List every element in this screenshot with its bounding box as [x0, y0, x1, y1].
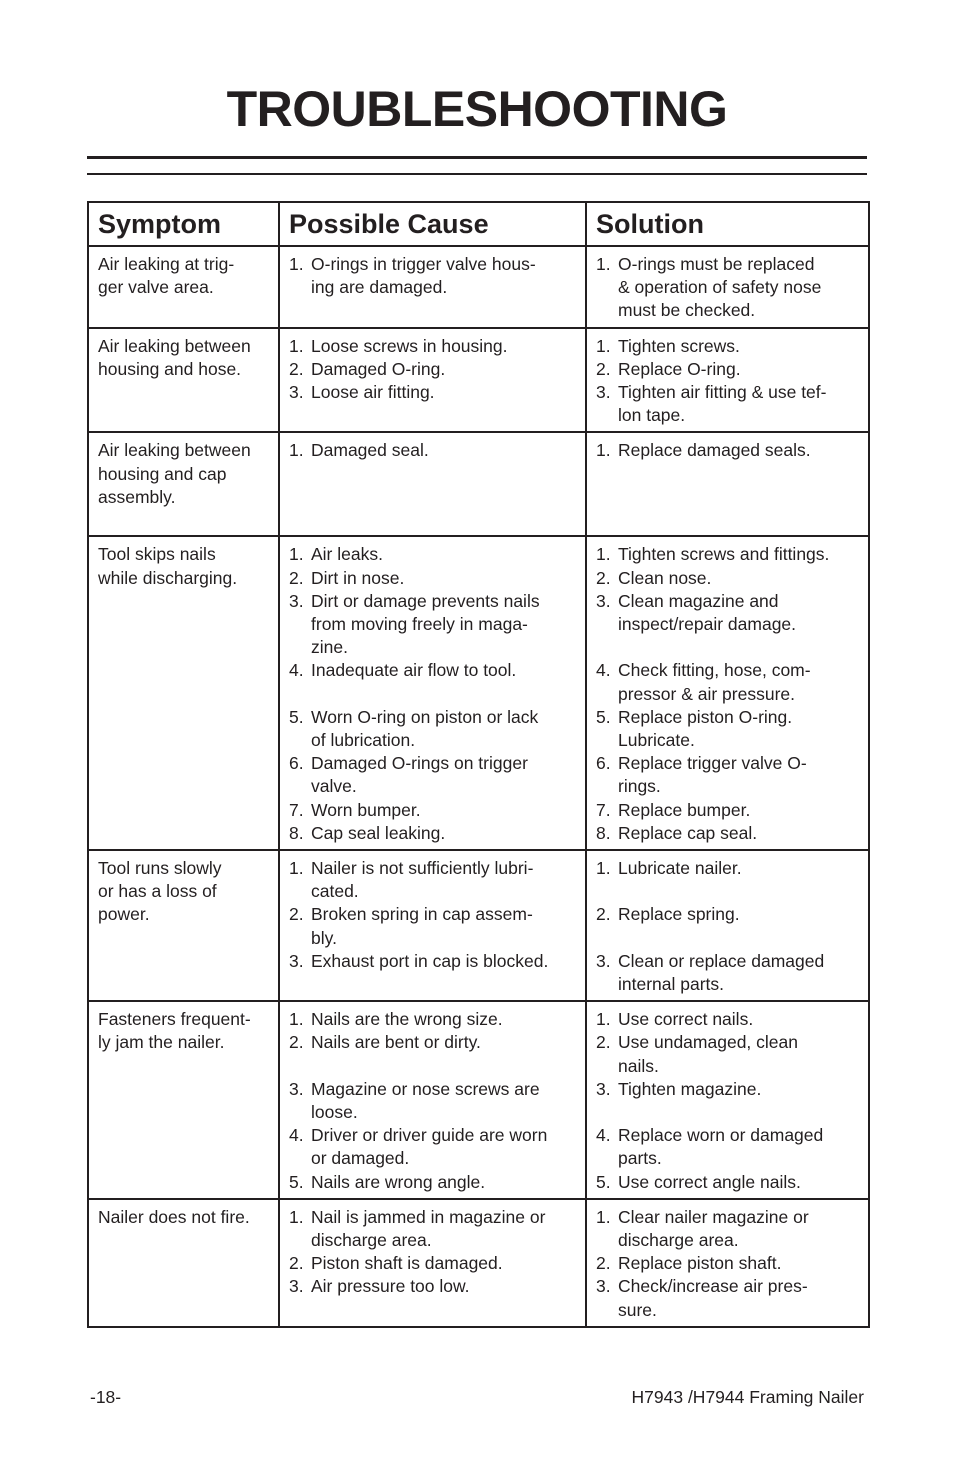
- list-item: [289, 335, 579, 358]
- item-text: Replace spring.: [618, 904, 740, 925]
- list-item: [596, 706, 862, 752]
- solution-cell: [586, 432, 869, 536]
- item-text: Worn bumper.: [311, 799, 421, 820]
- table-header-row: [88, 202, 869, 246]
- list-item: [289, 590, 579, 660]
- footer-product-name: H7943 /H7944 Framing Nailer: [631, 1387, 864, 1407]
- item-number: 8.: [596, 822, 611, 843]
- item-number: 3.: [596, 1078, 611, 1099]
- item-text: Damaged O-ring.: [311, 358, 446, 379]
- list-item: [596, 543, 862, 566]
- cause-cell: [279, 536, 586, 850]
- item-number: 3.: [289, 950, 304, 971]
- solution-list: [596, 1206, 862, 1322]
- item-text: Replace bumper.: [618, 799, 751, 820]
- solution-list: [596, 253, 862, 323]
- item-text: Clean magazine and inspect/repair damage.: [618, 590, 797, 635]
- item-text: Air pressure too low.: [311, 1276, 470, 1297]
- item-number: 1.: [596, 1206, 611, 1227]
- symptom-text: Air leaking between housing and cap assembly.: [98, 440, 251, 507]
- list-item: [596, 752, 862, 798]
- list-item: [289, 1275, 579, 1298]
- solution-list: [596, 335, 862, 428]
- list-item: [289, 950, 579, 973]
- item-number: 4.: [596, 1125, 611, 1146]
- item-number: 2.: [289, 1032, 304, 1053]
- item-number: 1.: [289, 440, 304, 461]
- item-text: Piston shaft is damaged.: [311, 1253, 503, 1274]
- list-item: [289, 1171, 579, 1194]
- item-number: 4.: [596, 660, 611, 681]
- list-item: [289, 381, 579, 404]
- item-number: 1.: [596, 1009, 611, 1030]
- item-number: 3.: [289, 382, 304, 403]
- item-number: 7.: [289, 799, 304, 820]
- table-row: [88, 850, 869, 1001]
- list-item: [596, 381, 862, 427]
- item-number: 2.: [596, 358, 611, 379]
- symptom-cell: [88, 1199, 279, 1327]
- item-number: 3.: [596, 590, 611, 611]
- list-item: [596, 857, 862, 880]
- item-number: 5.: [596, 1171, 611, 1192]
- item-text: Use undamaged, clean nails.: [618, 1032, 798, 1076]
- list-item: [596, 1008, 862, 1031]
- cause-list: [289, 857, 579, 973]
- cause-list: [289, 335, 579, 405]
- item-number: 3.: [596, 950, 611, 971]
- list-item: [596, 659, 862, 705]
- item-text: Check fitting, hose, com- pressor & air pressure.: [618, 660, 811, 704]
- symptom-cell: [88, 246, 279, 328]
- item-text: Check/increase air pres- sure.: [618, 1276, 808, 1320]
- item-number: 1.: [596, 254, 611, 274]
- item-text: Replace trigger valve O- rings.: [618, 753, 807, 797]
- header-possible-cause: Possible Cause: [279, 202, 586, 246]
- item-number: 2.: [596, 1253, 611, 1274]
- item-text: Replace cap seal.: [618, 822, 758, 843]
- item-number: 1.: [289, 1206, 304, 1227]
- item-text: Nails are bent or dirty.: [311, 1032, 481, 1053]
- symptom-text: Fasteners frequent- ly jam the nailer.: [98, 1009, 251, 1053]
- header-solution: Solution: [586, 202, 869, 246]
- cause-list: [289, 1008, 579, 1194]
- item-text: Broken spring in cap assem- bly.: [311, 904, 533, 948]
- page-title: TROUBLESHOOTING: [226, 81, 728, 137]
- item-text: Nail is jammed in magazine or discharge area.: [311, 1206, 546, 1251]
- list-item: [289, 1252, 579, 1275]
- item-text: Dirt or damage prevents nails from moving freely in maga- zine.: [311, 590, 540, 658]
- cause-list: [289, 1206, 579, 1299]
- item-number: 2.: [289, 567, 304, 588]
- solution-cell: [586, 246, 869, 328]
- item-number: 2.: [289, 904, 304, 925]
- cause-cell: [279, 850, 586, 1001]
- item-number: 2.: [596, 1032, 611, 1053]
- item-number: 2.: [596, 567, 611, 588]
- symptom-text: Air leaking between housing and hose.: [98, 335, 251, 379]
- symptom-cell: [88, 432, 279, 536]
- list-item: [596, 253, 862, 323]
- list-item: [289, 706, 579, 752]
- title-rule-thick: [87, 156, 867, 159]
- cause-cell: [279, 432, 586, 536]
- item-text: Use correct nails.: [618, 1009, 754, 1030]
- item-text: Loose screws in housing.: [311, 335, 508, 356]
- list-item: [289, 752, 579, 798]
- item-number: 8.: [289, 822, 304, 843]
- item-text: Tighten air fitting & use tef- lon tape.: [618, 382, 827, 426]
- item-text: Dirt in nose.: [311, 567, 405, 588]
- solution-list: [596, 857, 862, 996]
- item-number: 1.: [596, 335, 611, 356]
- list-item: [596, 799, 862, 822]
- item-text: Nailer is not sufficiently lubri- cated.: [311, 858, 534, 902]
- list-item: [289, 1031, 579, 1054]
- table-row: [88, 1001, 869, 1199]
- symptom-cell: [88, 536, 279, 850]
- list-item: [596, 335, 862, 358]
- cause-list: [289, 543, 579, 845]
- table-row: [88, 328, 869, 433]
- item-number: 3.: [289, 1276, 304, 1297]
- item-number: 1.: [289, 544, 304, 565]
- solution-list: [596, 543, 862, 845]
- table-row: [88, 1199, 869, 1327]
- item-number: 3.: [289, 1078, 304, 1099]
- item-number: 3.: [289, 590, 304, 611]
- item-text: Tighten magazine.: [618, 1078, 762, 1099]
- list-item: [289, 857, 579, 903]
- list-item: [289, 903, 579, 949]
- cause-cell: [279, 328, 586, 433]
- list-item: [596, 358, 862, 381]
- list-item: [596, 903, 862, 926]
- item-number: 1.: [289, 254, 304, 274]
- item-text: Driver or driver guide are worn or damaged.: [311, 1125, 548, 1169]
- item-number: 6.: [289, 753, 304, 774]
- list-item: [289, 799, 579, 822]
- item-number: 5.: [596, 706, 611, 727]
- item-text: Inadequate air flow to tool.: [311, 660, 517, 681]
- item-number: 3.: [596, 382, 611, 403]
- list-item: [596, 1275, 862, 1321]
- item-text: Damaged O-rings on trigger valve.: [311, 753, 528, 797]
- list-item: [289, 358, 579, 381]
- solution-list: [596, 1008, 862, 1194]
- item-number: 2.: [596, 904, 611, 925]
- cause-cell: [279, 1001, 586, 1199]
- list-item: [596, 1171, 862, 1194]
- list-item: [289, 822, 579, 845]
- list-item: [289, 253, 579, 299]
- item-number: 6.: [596, 753, 611, 774]
- list-item: [289, 567, 579, 590]
- item-text: Replace piston O-ring. Lubricate.: [618, 706, 793, 751]
- list-item: [289, 1206, 579, 1252]
- list-item: [596, 567, 862, 590]
- item-text: O-rings in trigger valve hous- ing are damaged.: [311, 254, 536, 298]
- list-item: [596, 439, 862, 462]
- list-item: [596, 590, 862, 636]
- list-item: [289, 659, 579, 682]
- cause-list: [289, 253, 579, 299]
- item-number: 1.: [289, 858, 304, 879]
- item-text: Exhaust port in cap is blocked.: [311, 950, 549, 971]
- cause-list: [289, 439, 579, 462]
- solution-cell: [586, 536, 869, 850]
- cause-cell: [279, 1199, 586, 1327]
- symptom-cell: [88, 850, 279, 1001]
- item-number: 1.: [596, 858, 611, 879]
- item-text: Clean nose.: [618, 567, 712, 588]
- list-item: [596, 1078, 862, 1101]
- list-item: [289, 1008, 579, 1031]
- list-item: [596, 950, 862, 996]
- table-row: [88, 536, 869, 850]
- item-text: Replace O-ring.: [618, 358, 741, 379]
- symptom-text: Air leaking at trig- ger valve area.: [98, 254, 235, 298]
- item-text: Tighten screws.: [618, 335, 740, 356]
- symptom-text: Tool skips nails while discharging.: [98, 544, 238, 588]
- item-text: Replace damaged seals.: [618, 440, 811, 461]
- item-number: 4.: [289, 660, 304, 681]
- table-row: [88, 432, 869, 536]
- solution-cell: [586, 850, 869, 1001]
- list-item: [596, 1124, 862, 1170]
- item-text: Cap seal leaking.: [311, 822, 446, 843]
- item-text: Damaged seal.: [311, 440, 429, 461]
- table-row: [88, 246, 869, 328]
- solution-cell: [586, 328, 869, 433]
- item-text: Air leaks.: [311, 544, 383, 565]
- item-text: Magazine or nose screws are loose.: [311, 1078, 540, 1123]
- item-number: 3.: [596, 1276, 611, 1297]
- item-text: Nails are the wrong size.: [311, 1009, 503, 1030]
- item-text: Replace worn or damaged parts.: [618, 1125, 824, 1169]
- item-number: 4.: [289, 1125, 304, 1146]
- title-rule-thin: [87, 173, 867, 175]
- item-number: 5.: [289, 1171, 304, 1192]
- list-item: [596, 822, 862, 845]
- item-text: Tighten screws and fittings.: [618, 544, 830, 565]
- symptom-cell: [88, 328, 279, 433]
- item-number: 5.: [289, 706, 304, 727]
- list-item: [289, 1078, 579, 1124]
- item-number: 1.: [289, 1009, 304, 1030]
- page-number: -18-: [90, 1387, 122, 1407]
- item-number: 1.: [596, 544, 611, 565]
- list-item: [596, 1031, 862, 1077]
- list-item: [596, 1252, 862, 1275]
- cause-cell: [279, 246, 586, 328]
- item-text: Clear nailer magazine or discharge area.: [618, 1206, 809, 1251]
- item-number: 2.: [289, 1253, 304, 1274]
- item-text: Nails are wrong angle.: [311, 1171, 486, 1192]
- symptom-text: Nailer does not fire.: [98, 1206, 250, 1227]
- item-text: O-rings must be replaced & operation of safety nose must be checked.: [618, 254, 822, 321]
- solution-list: [596, 439, 862, 462]
- header-symptom: Symptom: [88, 202, 279, 246]
- symptom-text: Tool runs slowly or has a loss of power.: [98, 858, 222, 925]
- item-text: Lubricate nailer.: [618, 858, 742, 879]
- item-text: Replace piston shaft.: [618, 1253, 782, 1274]
- item-number: 2.: [289, 358, 304, 379]
- list-item: [289, 543, 579, 566]
- troubleshooting-table: [87, 201, 870, 1328]
- list-item: [289, 1124, 579, 1170]
- item-number: 1.: [596, 440, 611, 461]
- solution-cell: [586, 1199, 869, 1327]
- list-item: [596, 1206, 862, 1252]
- item-text: Use correct angle nails.: [618, 1171, 801, 1192]
- item-number: 7.: [596, 799, 611, 820]
- item-text: Loose air fitting.: [311, 382, 435, 403]
- solution-cell: [586, 1001, 869, 1199]
- item-text: Clean or replace damaged internal parts.: [618, 950, 825, 995]
- list-item: [289, 439, 579, 462]
- item-text: Worn O-ring on piston or lack of lubrication.: [311, 706, 539, 751]
- symptom-cell: [88, 1001, 279, 1199]
- item-number: 1.: [289, 335, 304, 356]
